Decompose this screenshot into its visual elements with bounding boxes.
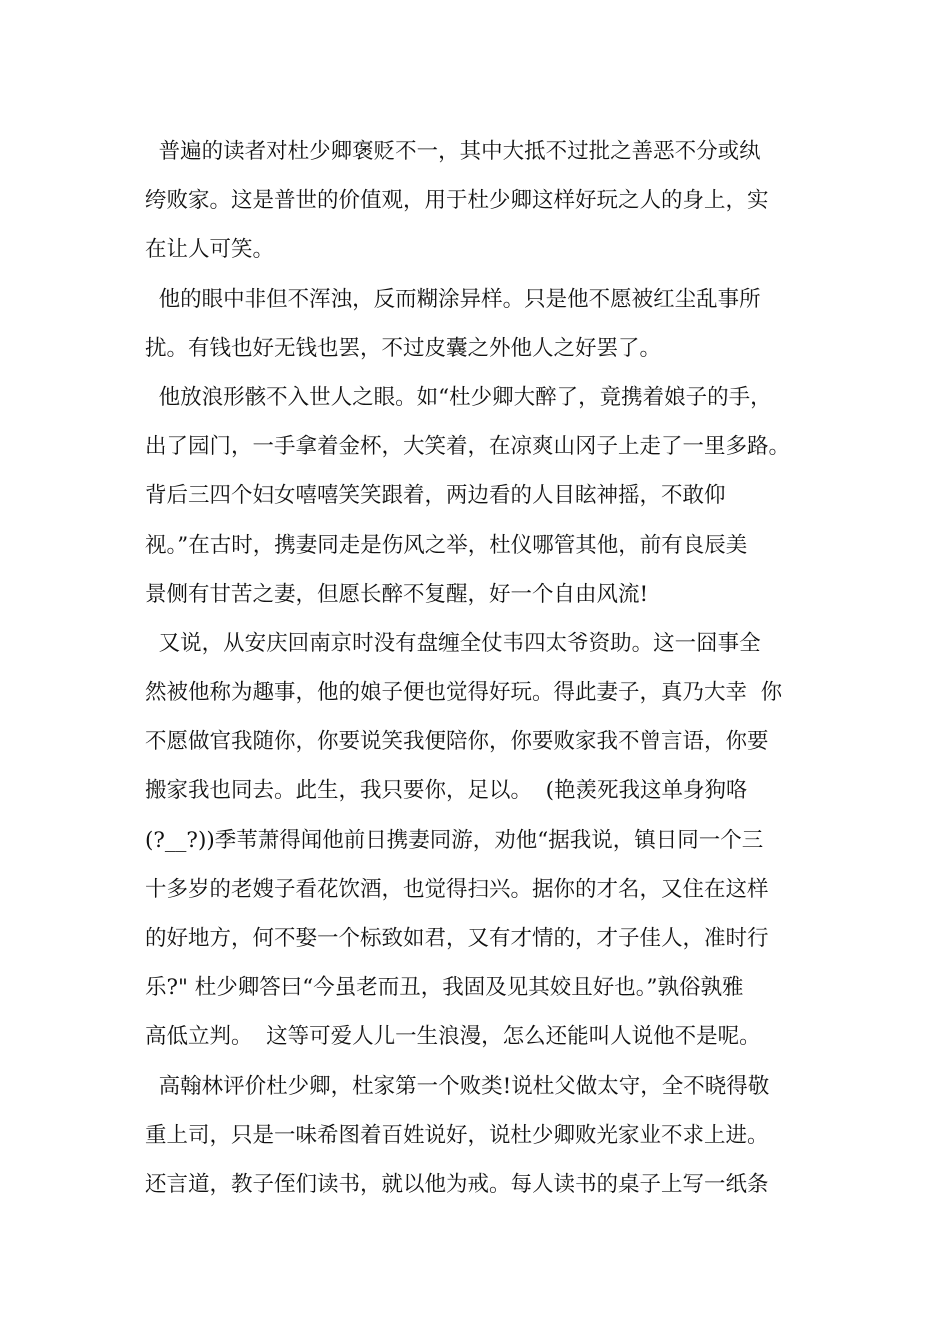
text-line: 又说，从安庆回南京时没有盘缠全仗韦四太爷资助。这一囧事全 <box>145 630 761 656</box>
text-line: 十多岁的老嫂子看花饮酒，也觉得扫兴。据你的才名，又住在这样 <box>145 876 769 902</box>
text-line: 绔败家。这是普世的价值观，用于杜少卿这样好玩之人的身上，实 <box>145 188 769 214</box>
text-line: 高翰林评价杜少卿，杜家第一个败类!说杜父做太守，全不晓得敬 <box>145 1073 770 1099</box>
paragraph-4 <box>145 619 813 1062</box>
document-body <box>145 127 813 1209</box>
text-line: 不愿做官我随你，你要说笑我便陪你，你要败家我不曾言语，你要 <box>145 729 769 755</box>
text-line: 普遍的读者对杜少卿褒贬不一，其中大抵不过批之善恶不分或纨 <box>145 139 761 164</box>
text-line: 在让人可笑。 <box>145 237 275 263</box>
text-line: 搬家我也同去。此生，我只要你，足以。 (艳羡死我这单身狗咯 <box>145 778 748 804</box>
paragraph-5 <box>145 1062 813 1210</box>
text-line: 的好地方，何不娶一个标致如君，又有才情的，才子佳人，准时行 <box>145 926 769 951</box>
text-line: 他放浪形骸不入世人之眼。如“杜少卿大醉了，竟携着娘子的手， <box>145 384 772 410</box>
text-line: 重上司，只是一味希图着百姓说好，说杜少卿败光家业不求上进。 <box>145 1122 769 1148</box>
text-line: 出了园门，一手拿着金杯，大笑着，在凉爽山冈子上走了一里多路。 <box>145 434 791 460</box>
text-line: 扰。有钱也好无钱也罢，不过皮囊之外他人之好罢了。 <box>145 335 662 361</box>
text-line: 乐?" 杜少卿答曰“今虽老而丑，我固及见其姣且好也。”孰俗孰雅 <box>145 975 744 1001</box>
text-line: (?__?))季苇萧得闻他前日携妻同游，劝他“据我说，镇日同一个三 <box>145 827 764 853</box>
text-line: 视。”在古时，携妻同走是伤风之举，杜仪哪管其他，前有良辰美 <box>145 532 748 558</box>
text-line: 还言道，教子侄们读书，就以他为戒。每人读书的桌子上写一纸条 <box>145 1171 769 1197</box>
text-line: 他的眼中非但不浑浊，反而糊涂异样。只是他不愿被红尘乱事所 <box>145 286 761 312</box>
text-line: 背后三四个妇女嘻嘻笑笑跟着，两边看的人目眩神摇，不敢仰 <box>145 483 726 509</box>
paragraph-1 <box>145 127 813 275</box>
paragraph-3 <box>145 373 813 619</box>
text-line: 然被他称为趣事，他的娘子便也觉得好玩。得此妻子，真乃大幸 你 <box>145 680 783 706</box>
paragraph-2 <box>145 275 813 373</box>
text-line: 高低立判。 这等可爱人儿一生浪漫，怎么还能叫人说他不是呢。 <box>145 1024 761 1050</box>
text-line: 景侧有甘苦之妻，但愿长醉不复醒，好一个自由风流! <box>145 581 649 607</box>
